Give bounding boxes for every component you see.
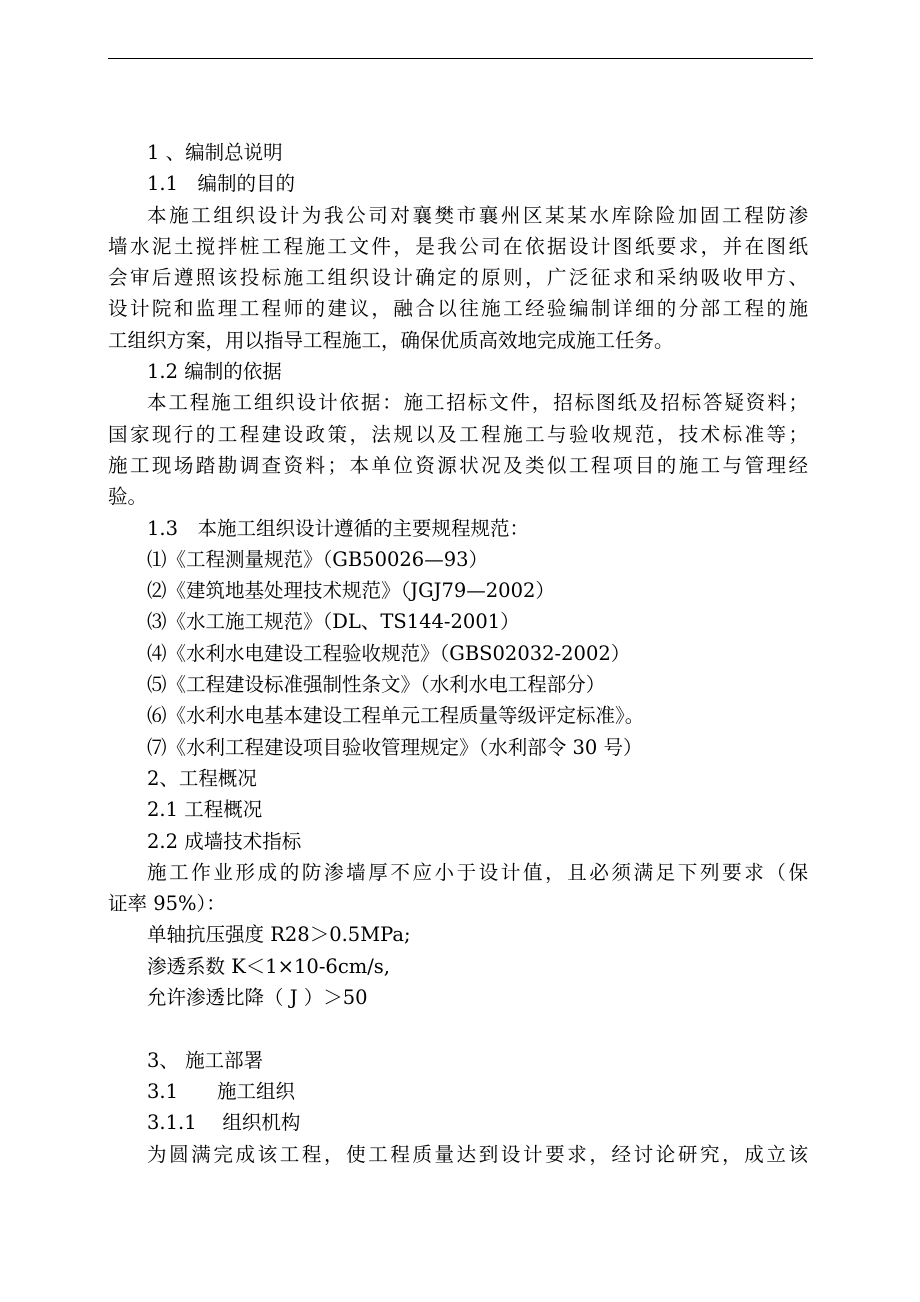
document-body <box>108 137 808 1170</box>
section-heading-1: 1 、编制总说明 <box>147 141 283 164</box>
subsection-heading-1-2: 1.2 编制的依据 <box>147 360 282 384</box>
spec-item: 允许渗透比降（ J ）＞50 <box>147 986 368 1010</box>
section-heading-2: 2、工程概况 <box>147 766 257 790</box>
blank-line <box>108 1013 808 1044</box>
subsection-heading-2-2: 2.2 成墙技术指标 <box>147 829 302 853</box>
paragraph-line: 工组织方案，用以指导工程施工，确保优质高效地完成施工任务。 <box>108 328 674 352</box>
paragraph-line: 会审后遵照该投标施工组织设计确定的原则，广泛征求和采纳吸收甲方、 <box>108 266 808 290</box>
paragraph-line: 施工作业形成的防渗墙厚不应小于设计值，且必须满足下列要求（保 <box>147 860 808 884</box>
paragraph-line: 本施工组织设计为我公司对襄樊市襄州区某某水库除险加固工程防渗 <box>147 203 808 227</box>
subsection-heading-3-1-1: 3.1.1 组织机构 <box>147 1111 301 1135</box>
standard-list-item: ⑺《水利工程建设项目验收管理规定》（水利部令 30 号） <box>147 735 643 759</box>
standard-list-item: ⑸《工程建设标准强制性条文》（水利水电工程部分） <box>147 673 606 697</box>
spec-item: 单轴抗压强度 R28＞0.5MPa; <box>147 923 411 947</box>
paragraph-line: 国家现行的工程建设政策，法规以及工程施工与验收规范，技术标准等； <box>108 422 808 446</box>
standard-list-item: ⑶《水工施工规范》（DL、TS144-2001） <box>147 610 520 634</box>
paragraph-line: 设计院和监理工程师的建议，融合以往施工经验编制详细的分部工程的施 <box>108 297 808 321</box>
section-heading-3: 3、 施工部署 <box>147 1048 264 1072</box>
subsection-heading-2-1: 2.1 工程概况 <box>147 798 263 822</box>
paragraph-line: 墙水泥土搅拌桩工程施工文件，是我公司在依据设计图纸要求，并在图纸 <box>108 234 808 258</box>
subsection-heading-1-3: 1.3 本施工组织设计遵循的主要规程规范： <box>147 516 530 540</box>
paragraph-line: 证率 95%）： <box>108 892 226 916</box>
header-rule <box>108 58 813 59</box>
standard-list-item: ⑹《水利水电基本建设工程单元工程质量等级评定标准》。 <box>147 704 645 728</box>
paragraph-line: 为圆满完成该工程，使工程质量达到设计要求，经讨论研究，成立该 <box>147 1142 808 1166</box>
paragraph-line: 验。 <box>108 485 148 509</box>
subsection-heading-1-1: 1.1 编制的目的 <box>147 172 296 196</box>
standard-list-item: ⑵《建筑地基处理技术规范》（JGJ79—2002） <box>147 579 555 603</box>
spec-item: 渗透系数 K＜1×10-6cm/s, <box>147 954 391 978</box>
standard-list-item: ⑴《工程测量规范》（GB50026—93） <box>147 547 489 571</box>
paragraph-line: 施工现场踏勘调查资料；本单位资源状况及类似工程项目的施工与管理经 <box>108 453 808 477</box>
subsection-heading-3-1: 3.1 施工组织 <box>147 1079 296 1103</box>
paragraph-line: 本工程施工组织设计依据：施工招标文件，招标图纸及招标答疑资料； <box>147 391 808 415</box>
standard-list-item: ⑷《水利水电建设工程验收规范》（GBS02032-2002） <box>147 641 631 665</box>
